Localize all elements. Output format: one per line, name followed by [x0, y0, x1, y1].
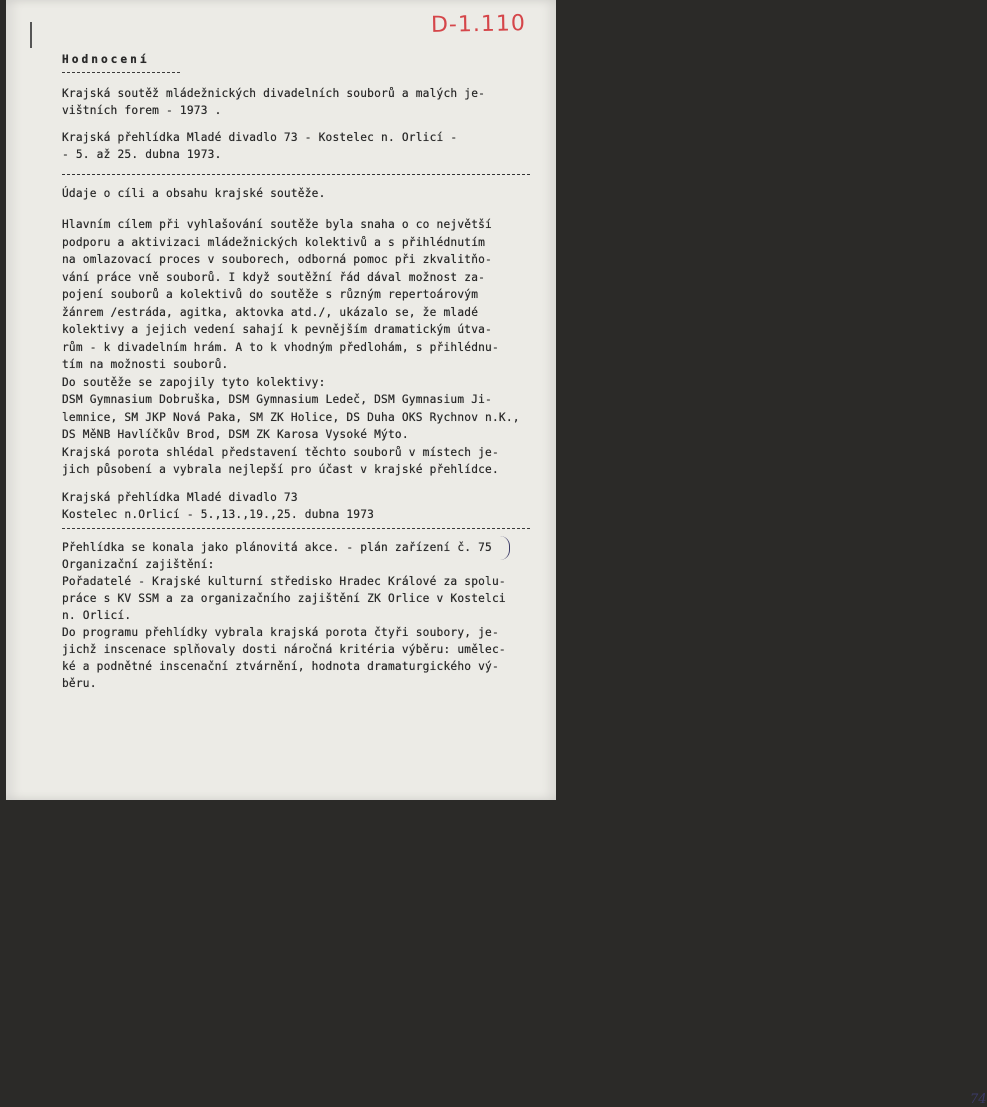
- heading-underline: [62, 72, 180, 73]
- archive-stamp: D-1.110: [430, 11, 527, 38]
- text-line: běru.: [62, 677, 97, 690]
- text-line: Do programu přehlídky vybrala krajská porota čtyři soubory, je-: [62, 626, 499, 639]
- text-line: Hlavním cílem při vyhlašování soutěže byla snaha o co největší: [62, 218, 492, 231]
- text-line: pojení souborů a kolektivů do soutěže s různým repertoárovým: [62, 288, 479, 301]
- text-line: Pořadatelé - Krajské kulturní středisko Hradec Králové za spolu-: [62, 575, 506, 588]
- text-line: rům - k divadelním hrám. A to k vhodným předlohám, s přihlédnu-: [62, 340, 499, 354]
- text-line: na omlazovací proces v souborech, odborná pomoc při zkvalitňo-: [62, 253, 492, 266]
- binder-hole-mark: [30, 22, 32, 48]
- text-line: Do soutěže se zapojily tyto kolektivy:: [62, 375, 326, 389]
- heading: Hodnocení: [62, 53, 150, 66]
- text-line: Organizační zajištění:: [62, 558, 215, 571]
- text-line: práce s KV SSM a za organizačního zajištění ZK Orlice v Kostelci: [62, 592, 506, 605]
- text-line: - 5. až 25. dubna 1973.: [62, 148, 222, 161]
- text-line: vání práce vně souborů. I když soutěžní řád dával možnost za-: [62, 270, 486, 284]
- text-line: jichž inscenace splňovaly dosti náročná kritéria výběru: umělec-: [62, 643, 506, 656]
- text-line: žánrem /estráda, agitka, aktovka atd./, ukázalo se, že mladé: [62, 305, 479, 319]
- text-line: tím na možnosti souborů.: [62, 358, 229, 371]
- handwritten-note: [490, 540, 987, 1107]
- organization-paragraph: [62, 540, 532, 720]
- text-line: Kostelec n.Orlicí - 5.,13.,19.,25. dubna 1973: [62, 508, 375, 521]
- text-line: Krajská soutěž mládežnických divadelních souborů a malých je-: [62, 87, 486, 100]
- section-separator: [62, 174, 530, 175]
- text-line: jich působení a vybrala nejlepší pro účast v krajské přehlídce.: [62, 463, 499, 476]
- text-line: DSM Gymnasium Dobruška, DSM Gymnasium Ledeč, DSM Gymnasium Ji-: [62, 393, 492, 406]
- text-line: vištních forem - 1973 .: [62, 104, 222, 117]
- text-line: DS MěNB Havlíčkův Brod, DSM ZK Karosa Vysoké Mýto.: [62, 428, 409, 441]
- main-paragraph: [62, 217, 532, 496]
- section-separator: [62, 528, 530, 529]
- text-line: n. Orlicí.: [62, 609, 132, 622]
- text-line: podporu a aktivizaci mládežnických kolektivů a s přihlédnutím: [62, 235, 486, 249]
- document-page: [6, 0, 987, 1107]
- text-line: Krajská porota shlédal představení těchto souborů v místech je-: [62, 445, 499, 459]
- text-line: Přehlídka se konala jako plánovitá akce. - plán zařízení č. 75: [62, 541, 492, 554]
- text-line: lemnice, SM JKP Nová Paka, SM ZK Holice, DS Duha OKS Rychnov n.K.,: [62, 410, 520, 424]
- section-title: Údaje o cíli a obsahu krajské soutěže.: [62, 187, 326, 200]
- handwritten-number: 74: [970, 1092, 987, 1107]
- text-line: Krajská přehlídka Mladé divadlo 73: [62, 491, 298, 504]
- text-line: Krajská přehlídka Mladé divadlo 73 - Kostelec n. Orlicí -: [62, 131, 458, 144]
- text-line: ké a podnětné inscenační ztvárnění, hodnota dramaturgického vý-: [62, 660, 499, 673]
- text-line: kolektivy a jejich vedení sahají k pevnějším dramatickým útva-: [62, 323, 492, 336]
